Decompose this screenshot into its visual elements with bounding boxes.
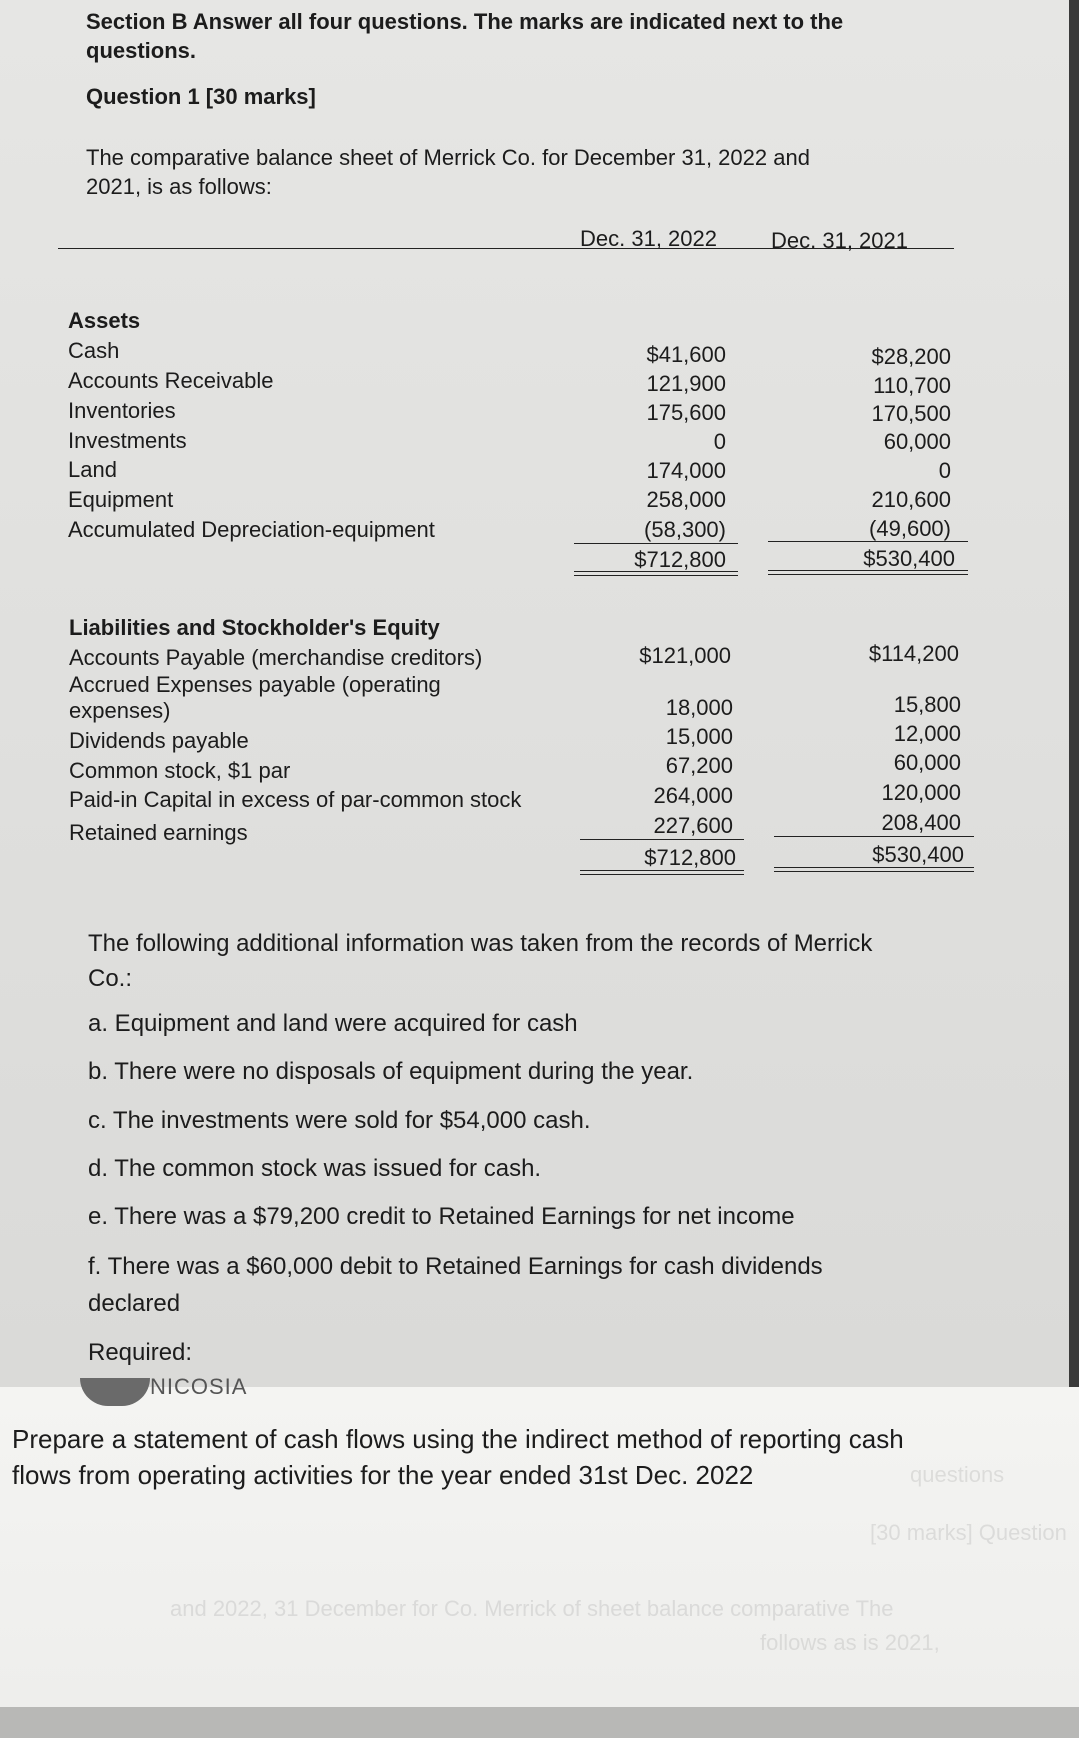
asset-label-land: Land <box>68 457 117 482</box>
liab-label-common-stock: Common stock, $1 par <box>69 758 291 783</box>
assets-total-2021: $530,400 <box>863 546 955 571</box>
liab-value-2021: 60,000 <box>893 750 961 775</box>
liab-subtotal-rule-2021 <box>774 836 974 837</box>
liab-value-2022: 18,000 <box>665 695 733 720</box>
info-item-f-line1: f. There was a $60,000 debit to Retained Earnings for cash dividends <box>88 1253 823 1280</box>
column-header-2022: Dec. 31, 2022 <box>580 226 717 251</box>
info-item-c: c. The investments were sold for $54,000 cash. <box>88 1107 591 1134</box>
show-through-text: follows as is 2021, <box>760 1630 940 1655</box>
show-through-text: questions <box>910 1462 1005 1487</box>
asset-value-2021: 110,700 <box>873 373 951 398</box>
desk-background <box>0 1707 1079 1738</box>
liab-value-2021: 15,800 <box>893 692 961 717</box>
asset-value-2022: 258,000 <box>646 487 726 512</box>
assets-total-2022: $712,800 <box>634 547 726 572</box>
asset-value-2021: 170,500 <box>871 401 951 426</box>
asset-value-2021: $28,200 <box>871 344 951 369</box>
liab-label-accounts-payable: Accounts Payable (merchandise creditors) <box>69 645 483 670</box>
question-title: Question 1 [30 marks] <box>86 84 316 109</box>
assets-total-double-rule-2021 <box>768 570 968 575</box>
liab-total-double-rule-2022 <box>580 870 744 875</box>
show-through-text: and 2022, 31 December for Co. Merrick of sheet balance comparative The <box>170 1596 894 1621</box>
column-header-2021: Dec. 31, 2021 <box>771 228 908 253</box>
asset-value-2022: 121,900 <box>646 371 726 396</box>
liab-value-2022: $121,000 <box>639 643 731 668</box>
asset-label-inventories: Inventories <box>68 398 176 423</box>
liab-label-retained-earnings: Retained earnings <box>69 820 248 845</box>
liab-value-2021: 12,000 <box>893 721 961 746</box>
asset-value-2021: (49,600) <box>869 516 951 541</box>
asset-value-2022: 175,600 <box>646 400 726 425</box>
asset-value-2022: 174,000 <box>646 458 726 483</box>
asset-value-2021: 60,000 <box>883 429 951 454</box>
liab-value-2022: 227,600 <box>653 813 733 838</box>
info-intro-line2: Co.: <box>88 965 133 992</box>
asset-value-2022: $41,600 <box>646 342 726 367</box>
liab-value-2022: 15,000 <box>665 724 733 749</box>
info-item-e: e. There was a $79,200 credit to Retained Earnings for net income <box>88 1203 795 1230</box>
asset-value-2021: 0 <box>938 458 951 483</box>
show-through-text: [30 marks] Question <box>870 1520 1067 1545</box>
liab-value-2021: 120,000 <box>881 780 961 805</box>
liab-label-dividends-payable: Dividends payable <box>69 728 249 753</box>
liab-value-2021: 208,400 <box>881 810 961 835</box>
assets-subtotal-rule-2021 <box>768 541 968 542</box>
liab-total-2022: $712,800 <box>644 845 736 870</box>
liab-label-accrued-line1: Accrued Expenses payable (operating <box>69 672 441 697</box>
asset-label-accum-depr: Accumulated Depreciation-equipment <box>68 517 435 542</box>
info-item-a: a. Equipment and land were acquired for cash <box>88 1010 578 1037</box>
liab-value-2021: $114,200 <box>868 641 959 666</box>
section-heading-line2: questions. <box>86 38 197 63</box>
asset-label-receivable: Accounts Receivable <box>68 368 274 393</box>
liab-label-paid-in-capital: Paid-in Capital in excess of par-common stock <box>69 787 522 812</box>
section-heading-line1: Section B Answer all four questions. The marks are indicated next to the <box>86 9 844 34</box>
assets-heading: Assets <box>68 308 141 333</box>
liab-value-2022: 67,200 <box>665 753 733 778</box>
university-stamp: NICOSIA <box>150 1374 248 1399</box>
asset-label-equipment: Equipment <box>68 487 174 512</box>
intro-line2: 2021, is as follows: <box>86 174 272 199</box>
asset-value-2022: 0 <box>713 429 726 454</box>
asset-value-2021: 210,600 <box>871 487 951 512</box>
table-header-rule <box>58 248 954 249</box>
liab-label-accrued-line2: expenses) <box>69 698 171 723</box>
intro-line1: The comparative balance sheet of Merrick Co. for December 31, 2022 and <box>86 145 810 170</box>
asset-value-2022: (58,300) <box>644 517 726 542</box>
required-label: Required: <box>88 1339 193 1366</box>
task-prompt-line1: Prepare a statement of cash flows using the indirect method of reporting cash <box>12 1424 904 1454</box>
info-item-b: b. There were no disposals of equipment during the year. <box>88 1058 694 1085</box>
info-item-f-line2: declared <box>88 1290 181 1317</box>
info-intro-line1: The following additional information was taken from the records of Merrick <box>88 930 873 957</box>
assets-subtotal-rule-2022 <box>574 543 738 544</box>
task-prompt-line2: flows from operating activities for the year ended 31st Dec. 2022 <box>12 1460 754 1490</box>
assets-total-double-rule-2022 <box>574 571 738 576</box>
liabilities-heading: Liabilities and Stockholder's Equity <box>69 615 440 640</box>
liab-total-2021: $530,400 <box>872 842 964 867</box>
liab-value-2022: 264,000 <box>653 783 733 808</box>
page-edge-shadow <box>1069 0 1079 1387</box>
liab-total-double-rule-2021 <box>774 867 974 872</box>
asset-label-cash: Cash <box>68 338 120 363</box>
info-item-d: d. The common stock was issued for cash. <box>88 1155 542 1182</box>
liab-subtotal-rule-2022 <box>580 839 744 840</box>
asset-label-investments: Investments <box>68 428 187 453</box>
